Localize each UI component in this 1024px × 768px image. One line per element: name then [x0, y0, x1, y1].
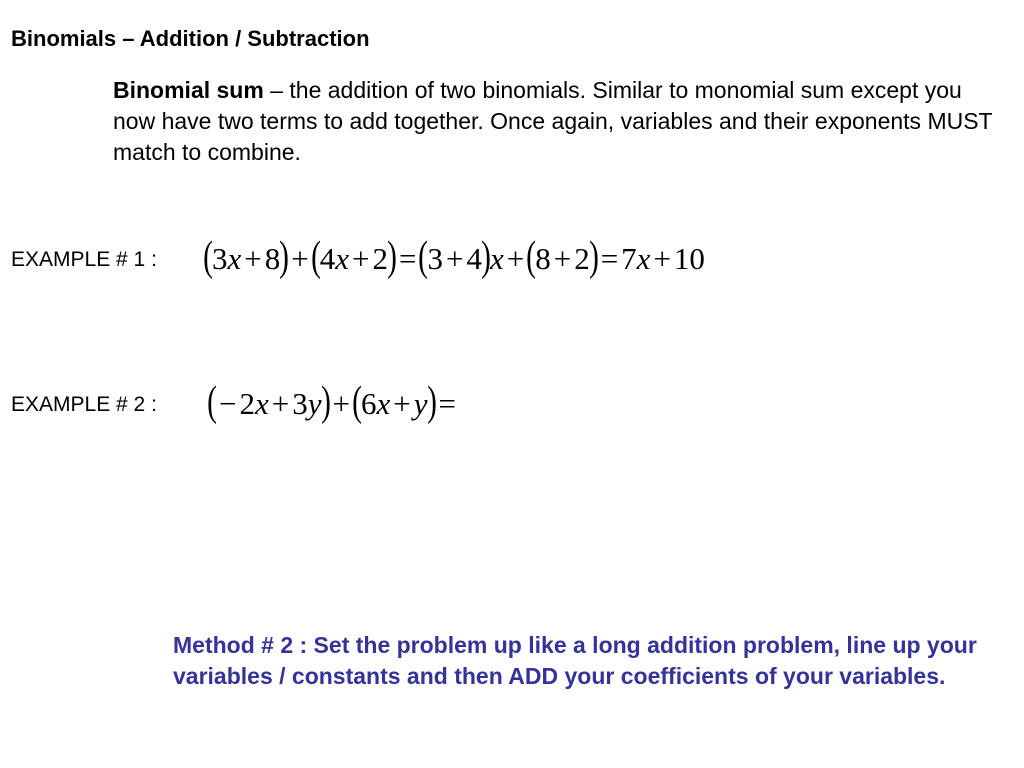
example-1-label: EXAMPLE # 1 : — [11, 248, 157, 271]
operator: = — [398, 241, 417, 276]
variable: x — [335, 241, 349, 276]
number: 10 — [673, 241, 705, 276]
operator: + — [332, 386, 350, 421]
number: 7 — [621, 241, 637, 276]
example-2-equation — [207, 379, 459, 425]
method-2-note: Method # 2 : Set the problem up like a long addition problem, line up your variables / constants and then ADD your coefficients of your variables. — [173, 632, 977, 689]
number: 2 — [239, 386, 255, 421]
paren: ) — [588, 234, 599, 280]
variable: y — [413, 386, 428, 421]
operator: + — [653, 241, 671, 276]
operator: + — [352, 241, 370, 276]
example-1-equation — [203, 234, 705, 280]
operator: + — [271, 386, 290, 421]
variable: x — [636, 241, 651, 276]
variable: y — [307, 386, 322, 421]
paren: ( — [352, 379, 362, 425]
paren: ( — [526, 234, 537, 280]
paren: ( — [418, 234, 429, 280]
paren: ) — [320, 379, 331, 425]
paren: ( — [207, 379, 217, 425]
number: 8 — [264, 241, 281, 276]
paren: ( — [310, 234, 321, 280]
paren: ( — [203, 234, 213, 280]
number: 2 — [574, 241, 590, 276]
number: 3 — [292, 386, 308, 421]
paren: ) — [426, 379, 437, 425]
number: 2 — [372, 241, 388, 276]
number: 6 — [360, 386, 377, 421]
definition-text: – the addition of two binomials. Similar to monomial sum except you now have two terms to add together. Once again, variables and their exponents MUST match to combine. — [113, 77, 993, 165]
variable: x — [254, 386, 269, 421]
variable: x — [227, 241, 242, 276]
number: 3 — [212, 241, 228, 276]
operator: − — [219, 386, 237, 421]
operator: + — [445, 241, 464, 276]
number: 3 — [427, 241, 443, 276]
number: 4 — [466, 241, 482, 276]
paren: ) — [387, 234, 397, 280]
paren: ) — [481, 234, 491, 280]
page-title: Binomials – Addition / Subtraction — [11, 26, 370, 51]
definition-paragraph — [113, 75, 993, 168]
definition-term: Binomial sum — [113, 77, 264, 103]
operator: = — [600, 241, 619, 276]
number: 4 — [319, 241, 336, 276]
operator: + — [244, 241, 262, 276]
variable: x — [376, 386, 391, 421]
operator: = — [438, 386, 456, 421]
operator: + — [291, 241, 309, 276]
paren: ) — [279, 234, 290, 280]
number: 8 — [535, 241, 551, 276]
operator: + — [506, 241, 525, 276]
operator: + — [553, 241, 572, 276]
operator: + — [393, 386, 411, 421]
variable: x — [489, 241, 504, 276]
example-2-label: EXAMPLE # 2 : — [11, 393, 157, 416]
